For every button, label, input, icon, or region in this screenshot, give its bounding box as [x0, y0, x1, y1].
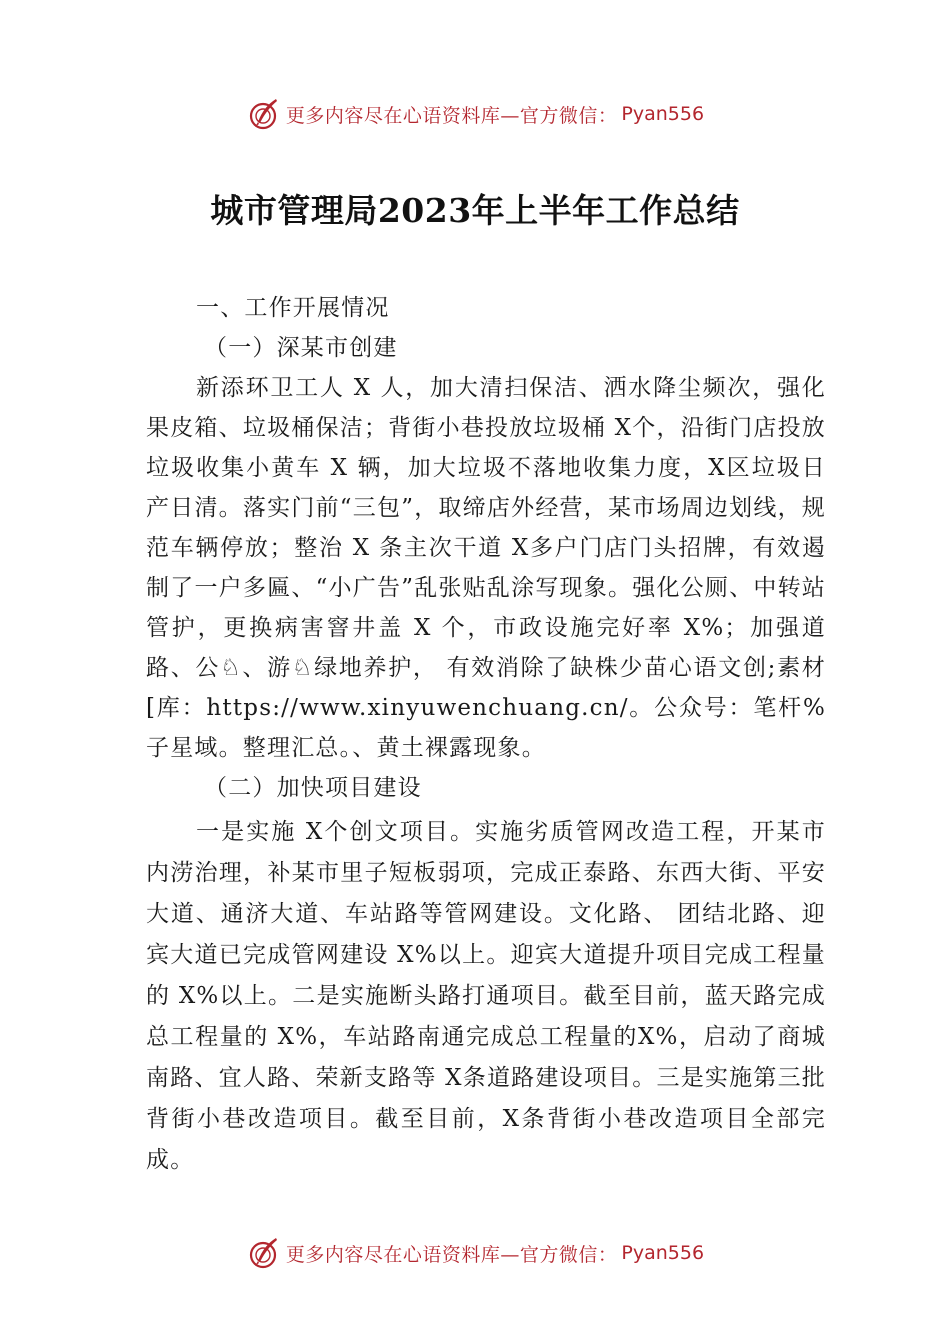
subsection-heading-2: （二）加快项目建设	[204, 775, 422, 801]
footer-banner	[0, 1233, 950, 1273]
document-title: 城市管理局2023年上半年工作总结	[210, 191, 740, 230]
wechat-id: Pyan556	[621, 1242, 705, 1264]
wechat-id: Pyan556	[621, 103, 705, 125]
paragraph-2: 一是实施 X个创文项目。实施劣质管网改造工程，开某市内涝治理，补某市里子短板弱项，完成正泰路、东西大街、平安大道、通济大道、车站路等管网建设。文化路、 团结北路、迎宾大道已完成管网建设 X%以上。迎宾大道提升项目完成工程量的 X%以上。二是实施断头路打通项目。截至目前，蓝天路完成总工程量的 X%，车站路南通完成总工程量的X%，启动了商城南路、宜人路、荣新支路等 X条道路建设项目。三是实施第三批背街小巷改造项目。截至目前，X条背街小巷改造项目全部完成。	[146, 819, 826, 1173]
banner-text: 更多内容尽在心语资料库—官方微信：	[285, 104, 618, 127]
quill-logo-icon	[246, 96, 282, 132]
quill-logo-icon	[246, 1235, 282, 1271]
paragraph-1: 新添环卫工人 X 人，加大清扫保洁、洒水降尘频次，强化果皮箱、垃圾桶保洁；背街小巷投放垃圾桶 X个，沿街门店投放垃圾收集小黄车 X 辆，加大垃圾不落地收集力度，X区垃圾日产日清。落实门前“三包”，取缔店外经营，某市场周边划线，规范车辆停放；整治 X 条主次干道 X多户门店门头招牌，有效遏制了一户多匾、“小广告”乱张贴乱涂写现象。强化公厕、中转站管护，更换病害窨井盖 X 个，市政设施完好率 X%；加强道路、公♘、游♘绿地养护， 有效消除了缺株少苗心语文创;素材[库：https://www.xinyuwenchuang.cn/。公众号：笔杆%子星域。整理汇总。、黄土裸露现象。	[146, 375, 826, 761]
subsection-heading-1: （一）深某市创建	[204, 335, 398, 361]
section-heading: 一、工作开展情况	[196, 295, 390, 321]
header-banner	[0, 94, 950, 134]
banner-text: 更多内容尽在心语资料库—官方微信：	[285, 1243, 618, 1266]
document-body	[146, 288, 826, 1181]
